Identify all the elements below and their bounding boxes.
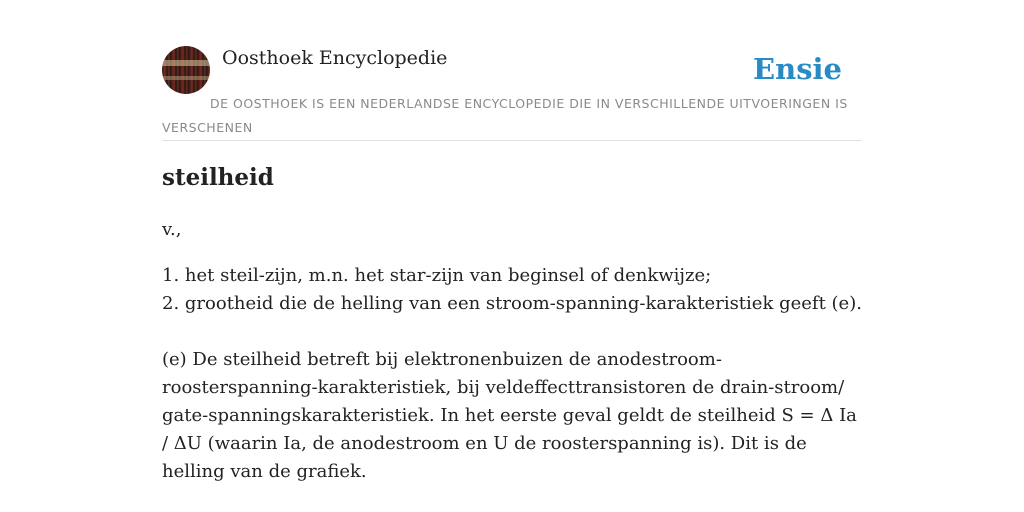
entry-note: (e) De steilheid betreft bij elektronenbuizen de anodestroom-roosterspanning-karakteristiek, bij veldeffecttransistoren de drain-stroom/ gate-spanningskarakteristiek. In het eerste geval geldt de steilheid S = Δ Ia / ΔU (waarin Ia, de anodestroom en U de roosterspanning is). Dit is de helling van de grafiek. [162, 349, 857, 482]
site-tagline: DE OOSTHOEK IS EEN NEDERLANDSE ENCYCLOPEDIE DIE IN VERSCHILLENDE UITVOERINGEN IS VERSCHENEN [162, 96, 848, 135]
definition-item: 2. grootheid die de helling van een stroom-spanning-karakteristiek geeft (e). [162, 293, 862, 314]
entry-content [162, 160, 862, 486]
definition-list [162, 262, 862, 318]
site-title[interactable]: Oosthoek Encyclopedie [222, 47, 448, 69]
avatar-book-band-lower [162, 76, 210, 80]
definition-item: 1. het steil-zijn, m.n. het star-zijn van beginsel of denkwijze; [162, 265, 712, 286]
site-header [162, 46, 862, 141]
avatar-book-band [162, 60, 210, 66]
part-of-speech: v., [162, 219, 182, 240]
entry-headword: steilheid [162, 164, 274, 191]
encyclopedia-avatar[interactable] [162, 46, 210, 94]
brand-logo[interactable]: Ensie [753, 52, 842, 86]
